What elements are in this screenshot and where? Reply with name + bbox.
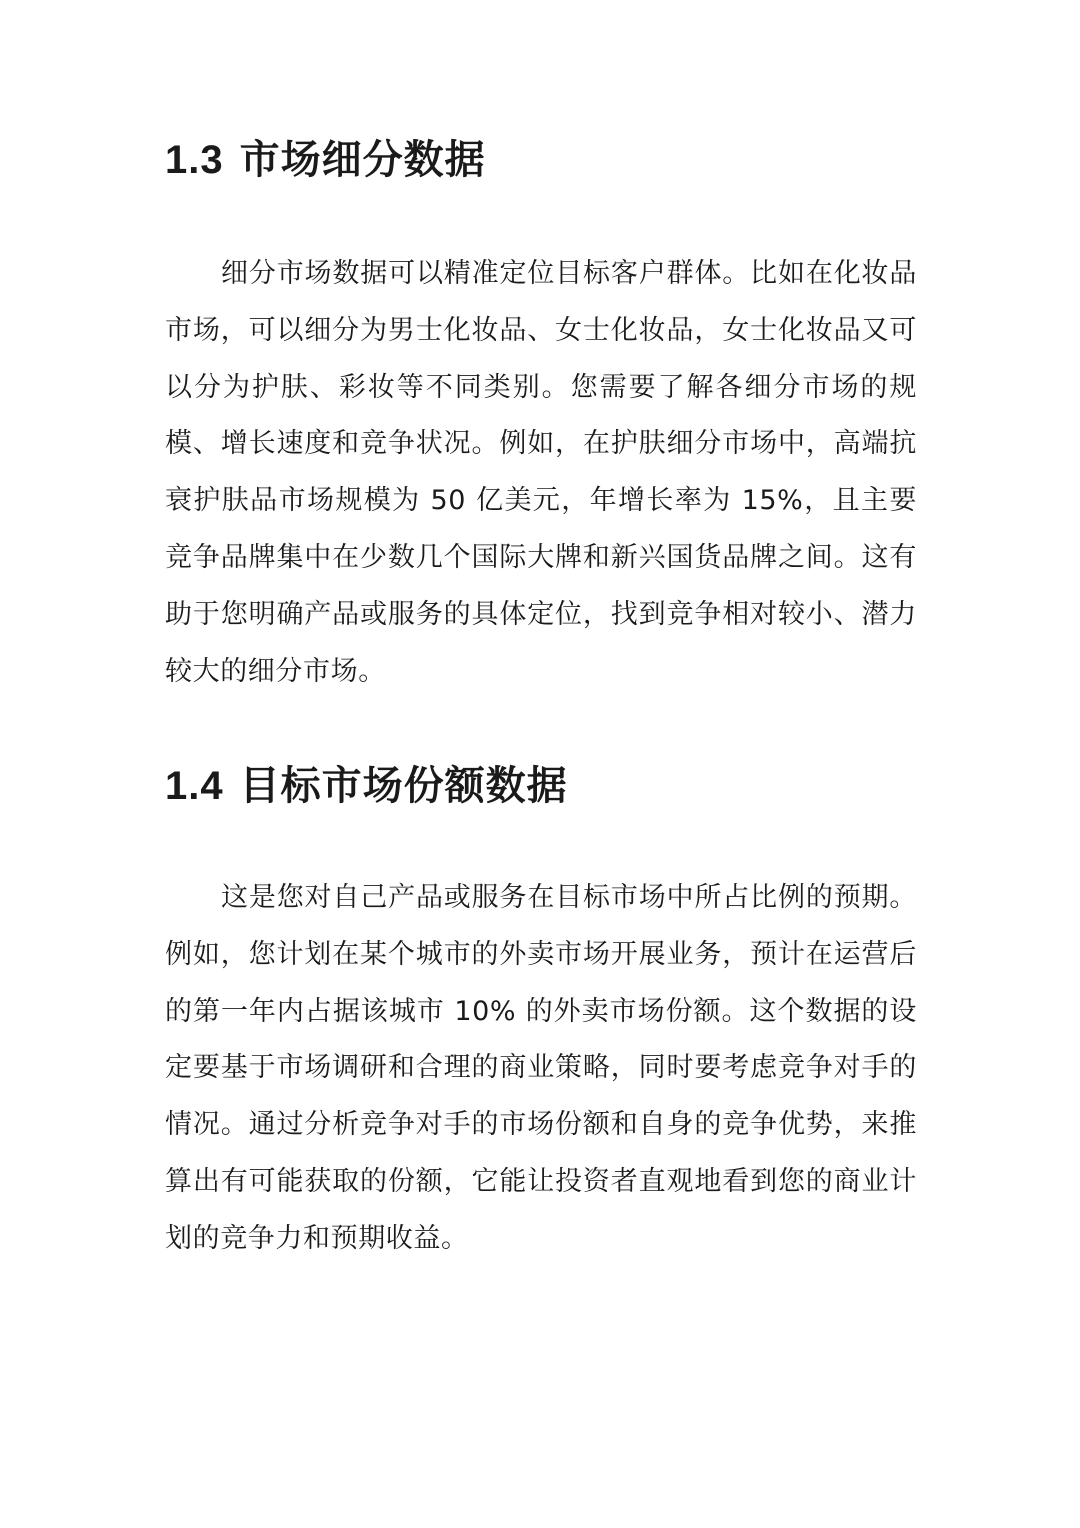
section-number: 1.4 [165, 764, 224, 808]
section-paragraph: 这是您对自己产品或服务在目标市场中所占比例的预期。例如，您计划在某个城市的外卖市场开展业务，预计在运营后的第一年内占据该城市 10% 的外卖市场份额。这个数据的设定要基于市场调研和合理的商业策略，同时要考虑竞争对手的情况。通过分析竞争对手的市场份额和自身的竞争优势，来推算出有可能获取的份额，它能让投资者直观地看到您的商业计划的竞争力和预期收益。 [165, 882, 917, 1254]
section-number: 1.3 [165, 138, 224, 182]
section-heading [165, 130, 917, 190]
section-title: 市场细分数据 [239, 137, 486, 183]
section-heading [165, 756, 917, 816]
section-paragraph: 细分市场数据可以精准定位目标客户群体。比如在化妆品市场，可以细分为男士化妆品、女士化妆品，女士化妆品又可以分为护肤、彩妆等不同类别。您需要了解各细分市场的规模、增长速度和竞争状况。例如，在护肤细分市场中，高端抗衰护肤品市场规模为 50 亿美元，年增长率为 15%，且主要竞争品牌集中在少数几个国际大牌和新兴国货品牌之间。这有助于您明确产品或服务的具体定位，找到竞争相对较小、潜力较大的细分市场。 [165, 258, 917, 687]
section-1-4 [165, 756, 917, 1268]
section-1-3 [165, 130, 917, 700]
section-title: 目标市场份额数据 [239, 763, 568, 809]
